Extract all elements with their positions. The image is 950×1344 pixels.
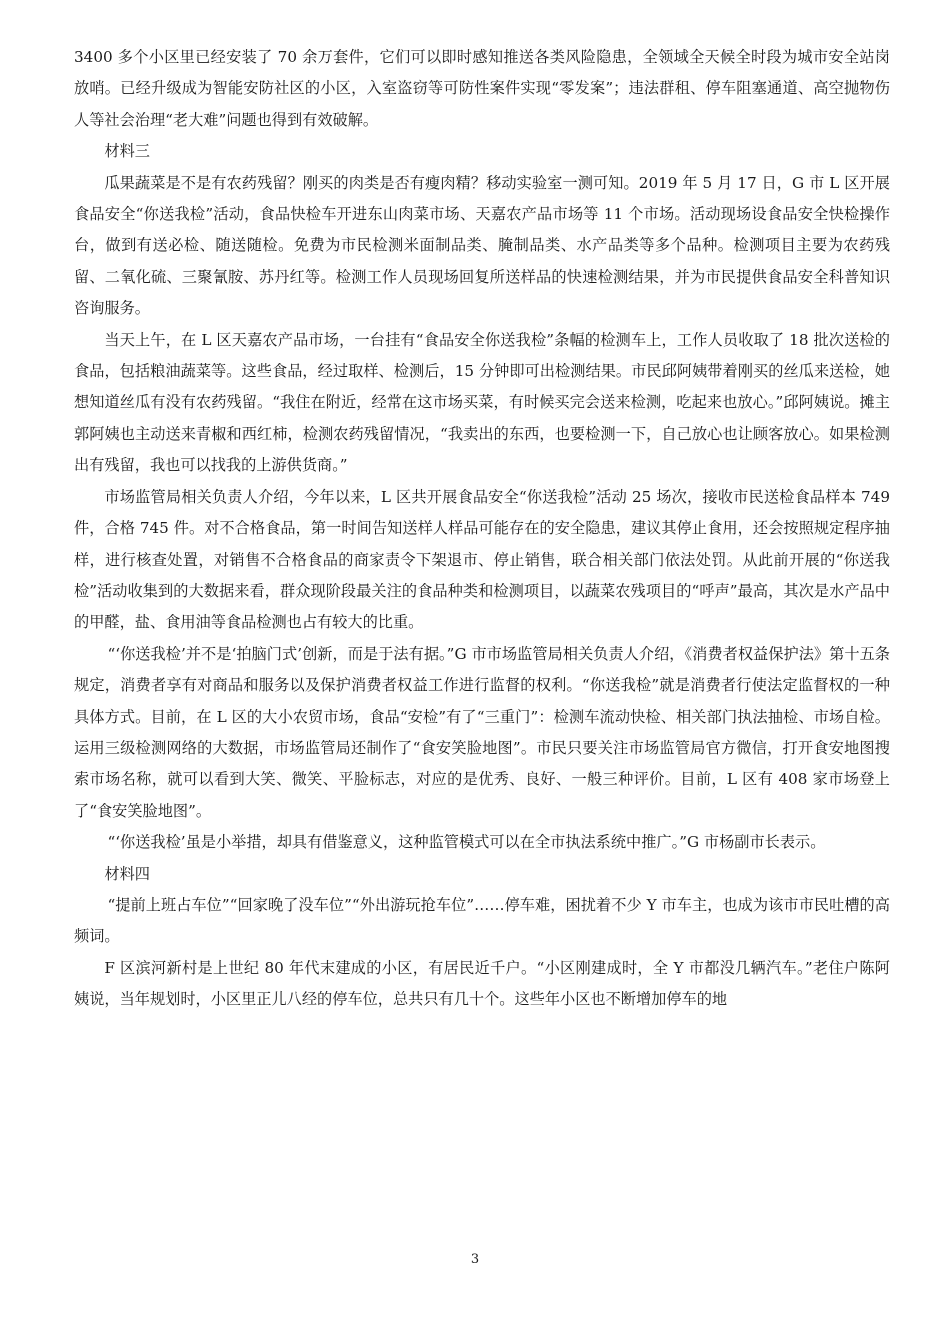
section-heading-material-4: 材料四 — [104, 864, 150, 883]
paragraph: “提前上班占车位”“回家晚了没车位”“外出游玩抢车位”……停车难，困扰着不少 Y 市车主，也成为该市市民吐槽的高频词。 — [74, 895, 890, 946]
paragraph: “‘你送我检’虽是小举措，却具有借鉴意义，这种监管模式可以在全市执法系统中推广。”G 市杨副市长表示。 — [107, 833, 826, 852]
paragraph: 当天上午，在 L 区天嘉农产品市场，一台挂有“食品安全你送我检”条幅的检测车上，工作人员收取了 18 批次送检的食品，包括粮油蔬菜等。这些食品，经过取样、检测后，15 分钟即可出检测结果。市民邱阿姨带着刚买的丝瓜来送检，她想知道丝瓜有没有农药残留。“我住在附近，经常在这市场买菜，有时候买完会送来检测，吃起来也放心。”邱阿姨说。摊主郭阿姨也主动送来青椒和西红柿，检测农药残留情况，“我卖出的东西，也要检测一下，自己放心也让顾客放心。如果检测出有残留，我也可以找我的上游供货商。” — [74, 330, 890, 475]
paragraph: F 区滨河新村是上世纪 80 年代末建成的小区，有居民近千户。“小区刚建成时，全 Y 市都没几辆汽车。”老住户陈阿姨说，当年规划时，小区里正儿八经的停车位，总共只有几十个。这些年小区也不断增加停车的地 — [74, 958, 890, 1009]
paragraph-continuation: 3400 多个小区里已经安装了 70 余万套件，它们可以即时感知推送各类风险隐患，全领域全天候全时段为城市安全站岗放哨。已经升级成为智能安防社区的小区，入室盗窃等可防性案件实现“零发案”；违法群租、停车阻塞通道、高空抛物伤人等社会治理“老大难”问题也得到有效破解。 — [74, 48, 890, 129]
page-number: 3 — [470, 1252, 480, 1267]
paragraph: 市场监管局相关负责人介绍，今年以来，L 区共开展食品安全“你送我检”活动 25 场次，接收市民送检食品样本 749 件，合格 745 件。对不合格食品，第一时间告知送样人样品可能存在的安全隐患，建议其停止食用，还会按照规定程序抽样，进行核查处置，对销售不合格食品的商家责令下架退市、停止销售，联合相关部门依法处罚。从此前开展的“你送我检”活动收集到的大数据来看，群众现阶段最关注的食品种类和检测项目，以蔬菜农残项目的“呼声”最高，其次是水产品中的甲醛，盐、食用油等食品检测也占有较大的比重。 — [74, 487, 895, 632]
section-heading-material-3: 材料三 — [104, 142, 150, 161]
document-body — [74, 42, 895, 1016]
paragraph: “‘你送我检’并不是‘拍脑门式’创新，而是于法有据。”G 市市场监管局相关负责人介绍，《消费者权益保护法》第十五条规定，消费者享有对商品和服务以及保护消费者权益工作进行监督的权利。“你送我检”就是消费者行使法定监督权的一种具体方式。目前，在 L 区的大小农贸市场，食品“安检”有了“三重门”：检测车流动快检、相关部门执法抽检、市场自检。运用三级检测网络的大数据，市场监管局还制作了“食安笑脸地图”。市民只要关注市场监管局官方微信，打开食安地图搜索市场名称，就可以看到大笑、微笑、平脸标志，对应的是优秀、良好、一般三种评价。目前，L 区有 408 家市场登上了“食安笑脸地图”。 — [74, 644, 890, 820]
paragraph: 瓜果蔬菜是不是有农药残留？刚买的肉类是否有瘦肉精？移动实验室一测可知。2019 年 5 月 17 日，G 市 L 区开展食品安全“你送我检”活动，食品快检车开进东山肉菜市场、天嘉农产品市场等 11 个市场。活动现场设食品安全快检操作台，做到有送必检、随送随检。免费为市民检测米面制品类、腌制品类、水产品类等多个品种。检测项目主要为农药残留、二氧化硫、三聚氰胺、苏丹红等。检测工作人员现场回复所送样品的快速检测结果，并为市民提供食品安全科普知识咨询服务。 — [74, 173, 890, 318]
